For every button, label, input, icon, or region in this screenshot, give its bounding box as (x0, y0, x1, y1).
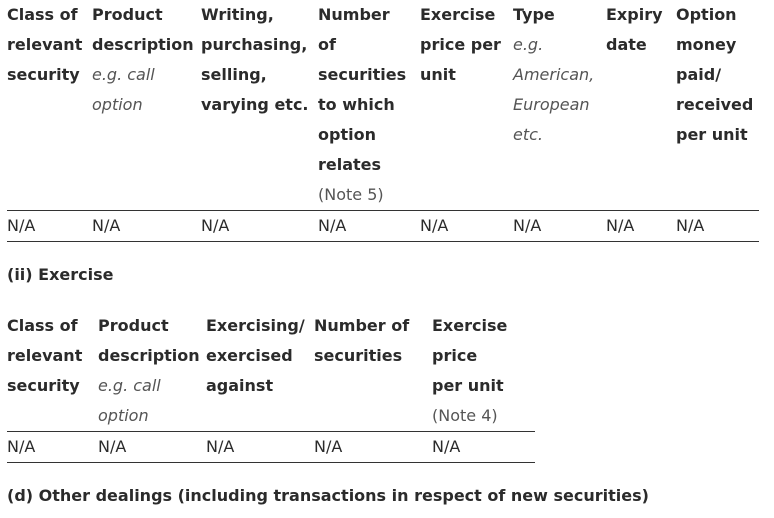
column-header-line: paid/ (676, 65, 722, 84)
table-cell: N/A (432, 432, 535, 463)
column-header-line: Class of (7, 5, 78, 24)
column-header (318, 0, 420, 211)
column-header (676, 0, 759, 211)
table-cell: N/A (201, 211, 318, 242)
column-header-line: security (7, 376, 80, 395)
column-header-note: (Note 5) (318, 185, 384, 204)
column-header-line: of (318, 35, 336, 54)
column-header-example: American, (513, 65, 595, 84)
column-header-line: Writing, (201, 5, 274, 24)
section-heading-exercise: (ii) Exercise (7, 265, 114, 284)
options-dealings-table (7, 0, 759, 242)
column-header-line: security (7, 65, 80, 84)
column-header-line: description (92, 35, 194, 54)
table-cell: N/A (314, 432, 432, 463)
column-header-line: date (606, 35, 647, 54)
column-header-example: etc. (513, 125, 543, 144)
section-heading-other-dealings: (d) Other dealings (including transactions in respect of new securities) (7, 486, 649, 505)
column-header-line: Product (98, 316, 169, 335)
table-cell: N/A (420, 211, 513, 242)
column-header-line: money (676, 35, 737, 54)
column-header (92, 0, 201, 211)
column-header (7, 0, 92, 211)
column-header-line: securities (314, 346, 403, 365)
column-header-line: Number (318, 5, 390, 24)
table-cell: N/A (92, 211, 201, 242)
column-header-example: e.g. (513, 35, 544, 54)
column-header-example: option (98, 406, 149, 425)
column-header-line: price (432, 346, 478, 365)
column-header-line: Class of (7, 316, 78, 335)
table-cell: N/A (7, 432, 98, 463)
column-header-line: Expiry (606, 5, 663, 24)
table-header-row (7, 311, 535, 432)
table-header-row (7, 0, 759, 211)
column-header-line: against (206, 376, 274, 395)
column-header-line: Exercise (432, 316, 508, 335)
column-header-line: relates (318, 155, 382, 174)
table-row (7, 432, 535, 463)
column-header-line: relevant (7, 35, 83, 54)
table-cell: N/A (513, 211, 606, 242)
table-cell: N/A (318, 211, 420, 242)
column-header-line: description (98, 346, 200, 365)
table-cell: N/A (7, 211, 92, 242)
column-header (314, 311, 432, 432)
column-header-line: per unit (432, 376, 504, 395)
exercise-table (7, 311, 535, 463)
column-header-line: Number of (314, 316, 410, 335)
column-header-line: Option (676, 5, 737, 24)
table-cell: N/A (98, 432, 206, 463)
column-header (201, 0, 318, 211)
column-header-line: Type (513, 5, 555, 24)
column-header (420, 0, 513, 211)
column-header-example: e.g. call (92, 65, 155, 84)
column-header (513, 0, 606, 211)
table-cell: N/A (606, 211, 676, 242)
column-header-line: per unit (676, 125, 748, 144)
column-header-line: relevant (7, 346, 83, 365)
column-header-line: Exercising/ (206, 316, 305, 335)
column-header-line: to which (318, 95, 395, 114)
column-header (98, 311, 206, 432)
column-header-line: option (318, 125, 376, 144)
table-cell: N/A (206, 432, 314, 463)
column-header-line: varying etc. (201, 95, 309, 114)
column-header-line: unit (420, 65, 456, 84)
column-header-line: price per (420, 35, 501, 54)
column-header (606, 0, 676, 211)
column-header-line: purchasing, (201, 35, 308, 54)
column-header (7, 311, 98, 432)
table-cell: N/A (676, 211, 759, 242)
column-header-line: exercised (206, 346, 293, 365)
column-header-example: option (92, 95, 143, 114)
table-row (7, 211, 759, 242)
column-header (206, 311, 314, 432)
column-header-line: securities (318, 65, 407, 84)
column-header-example: e.g. call (98, 376, 161, 395)
column-header-note: (Note 4) (432, 406, 498, 425)
column-header-example: European (513, 95, 590, 114)
column-header-line: selling, (201, 65, 267, 84)
column-header-line: received (676, 95, 754, 114)
column-header (432, 311, 535, 432)
column-header-line: Exercise (420, 5, 496, 24)
column-header-line: Product (92, 5, 163, 24)
